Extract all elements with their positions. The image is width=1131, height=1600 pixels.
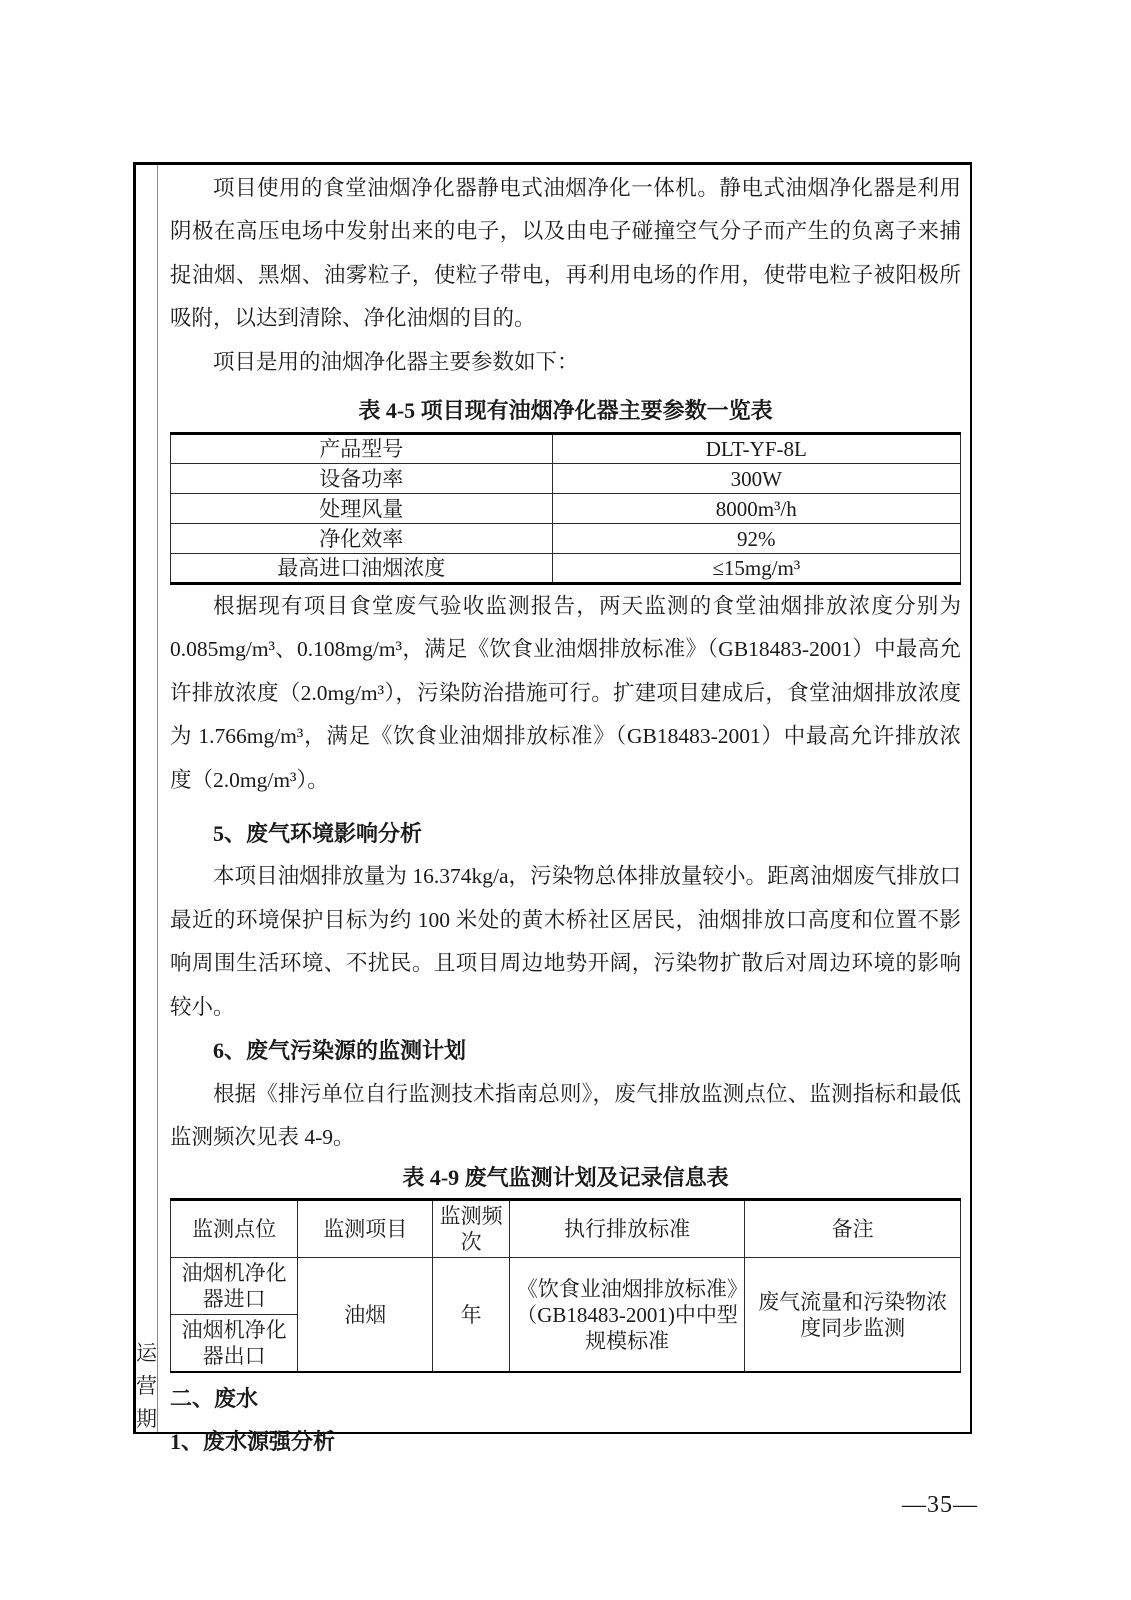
monitoring-point-inlet: 油烟机净化器进口 (171, 1258, 298, 1315)
table-4-5-caption: 表 4-5 项目现有油烟净化器主要参数一览表 (358, 398, 773, 424)
param-value: DLT-YF-8L (552, 434, 960, 464)
paragraph-monitoring-plan-lead: 根据《排污单位自行监测技术指南总则》，废气排放监测点位、监测指标和最低监测频次见表 4-9。 (170, 1081, 961, 1149)
col-header-item: 监测项目 (298, 1200, 433, 1258)
table-4-9-monitoring-plan (170, 1198, 961, 1373)
remark-cell: 废气流量和污染物浓度同步监测 (745, 1258, 961, 1373)
paragraph-params-lead: 项目是用的油烟净化器主要参数如下： (213, 349, 579, 374)
table-header-row (171, 1200, 961, 1258)
param-label: 最高进口油烟浓度 (171, 554, 553, 584)
monitoring-item: 油烟 (298, 1258, 433, 1373)
heading-impact-analysis: 5、废气环境影响分析 (213, 821, 423, 847)
col-header-remark: 备注 (745, 1200, 961, 1258)
col-header-frequency: 监测频次 (433, 1200, 510, 1258)
param-label: 净化效率 (171, 524, 553, 554)
stage-label-column (136, 165, 158, 1432)
heading-wastewater: 二、废水 (170, 1386, 259, 1412)
monitoring-frequency: 年 (433, 1258, 510, 1373)
table-4-9-caption: 表 4-9 废气监测计划及记录信息表 (402, 1165, 729, 1191)
param-label: 产品型号 (171, 434, 553, 464)
report-content-cell (158, 165, 970, 1455)
table-row (171, 554, 961, 584)
report-outer-table (133, 162, 972, 1455)
param-label: 设备功率 (171, 464, 553, 494)
monitoring-point-outlet: 油烟机净化器出口 (171, 1315, 298, 1373)
paragraph-monitoring-result: 根据现有项目食堂废气验收监测报告，两天监测的食堂油烟排放浓度分别为 0.085mg/m³、0.108mg/m³，满足《饮食业油烟排放标准》（GB18483-2001）中最高允许排放浓度（2.0mg/m³），污染防治措施可行。扩建项目建成后，食堂油烟排放浓度为 1.766mg/m³，满足《饮食业油烟排放标准》（GB18483-2001）中最高允许排放浓度（2.0mg/m³）。 (170, 594, 961, 792)
heading-monitoring-plan: 6、废气污染源的监测计划 (213, 1038, 467, 1064)
col-header-standard: 执行排放标准 (509, 1200, 744, 1258)
heading-wastewater-source-analysis: 1、废水源强分析 (170, 1429, 336, 1455)
table-4-5-purifier-parameters (170, 432, 961, 585)
table-row (171, 464, 961, 494)
param-value: 92% (552, 524, 960, 554)
table-row (171, 434, 961, 464)
table-row (171, 494, 961, 524)
param-label: 处理风量 (171, 494, 553, 524)
col-header-point: 监测点位 (171, 1200, 298, 1258)
emission-standard: 《饮食业油烟排放标准》（GB18483-2001)中中型规模标准 (509, 1258, 744, 1373)
paragraph-impact-analysis: 本项目油烟排放量为 16.374kg/a，污染物总体排放量较小。距离油烟废气排放口最近的环境保护目标为约 100 米处的黄木桥社区居民，油烟排放口高度和位置不影响周围生活环境、不扰民。且项目周边地势开阔，污染物扩散后对周边环境的影响较小。 (170, 864, 961, 1019)
param-value: 300W (552, 464, 960, 494)
table-row (171, 1258, 961, 1315)
param-value: 8000m³/h (552, 494, 960, 524)
stage-label-operation-period: 运营期 (136, 1341, 157, 1431)
page-number: —35— (902, 1492, 978, 1518)
param-value: ≤15mg/m³ (552, 554, 960, 584)
paragraph-fume-purifier-intro: 项目使用的食堂油烟净化器静电式油烟净化一体机。静电式油烟净化器是利用阴极在高压电场中发射出来的电子，以及由电子碰撞空气分子而产生的负离子来捕捉油烟、黑烟、油雾粒子，使粒子带电，再利用电场的作用，使带电粒子被阳极所吸附，以达到清除、净化油烟的目的。 (170, 176, 961, 331)
table-row (171, 524, 961, 554)
